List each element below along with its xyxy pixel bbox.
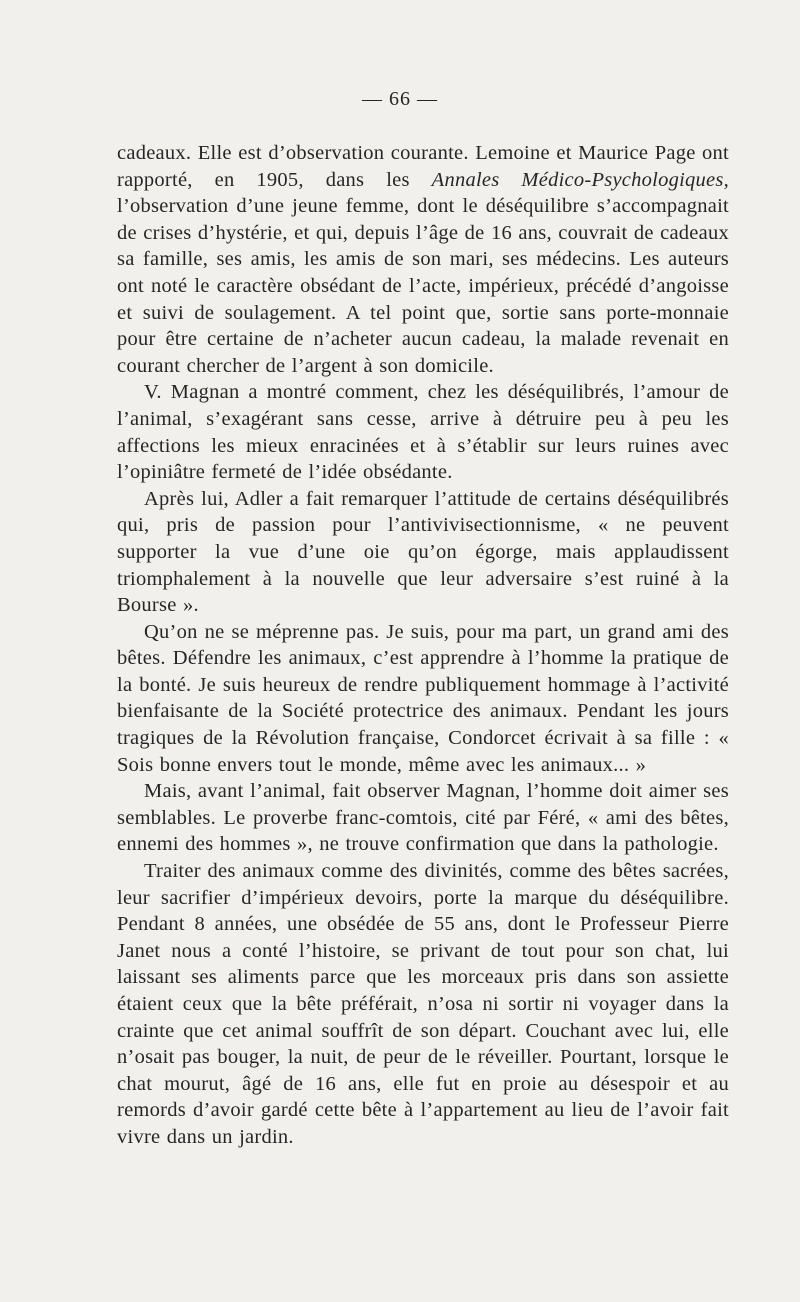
journal-title: Annales Médico-Psychologiques,: [431, 168, 729, 191]
paragraph: [117, 379, 729, 485]
paragraph: [117, 619, 729, 779]
body-text: [117, 140, 729, 1151]
paragraph: [117, 778, 729, 858]
paragraph: [117, 486, 729, 619]
text-run: Mais, avant l’animal, fait observer Magnan, l’homme doit aimer ses semblables. Le proverbe franc-comtois, cité par Féré, « ami des bêtes, ennemi des hommes », ne trouve confirmation que dans la pathologie.: [117, 780, 729, 856]
text-run: cadeaux. Elle est d’observation courante. Lemoine et Maurice Page ont rapporté, en 1905, dans les: [117, 142, 729, 191]
text-run: Traiter des animaux comme des divinités, comme des bêtes sacrées, leur sacrifier d’impérieux devoirs, porte la marque du déséquilibre. Pendant 8 années, une obsédée de 55 ans, dont le Professeur Pierre Janet nous a conté l’histoire, se privant de tout pour son chat, lui laissant ses aliments parce que les morceaux pris dans son assiette étaient ceux que la bête préférait, n’osa ni sortir ni voyager dans la crainte que cet animal souffrît de son départ. Couchant avec lui, elle n’osait pas bouger, la nuit, de peur de le réveiller. Pourtant, lorsque le chat mourut, âgé de 16 ans, elle fut en proie au désespoir et au remords d’avoir gardé cette bête à l’appartement au lieu de l’avoir fait vivre dans un jardin.: [117, 860, 729, 1148]
paragraph: [117, 858, 729, 1151]
text-run: Qu’on ne se méprenne pas. Je suis, pour ma part, un grand ami des bêtes. Défendre les animaux, c’est apprendre à l’homme la pratique de la bonté. Je suis heureux de rendre publiquement hommage à l’activité bienfaisante de la Société protectrice des animaux. Pendant les jours tragiques de la Révolution française, Condorcet écrivait à sa fille : « Sois bonne envers tout le monde, même avec les animaux... »: [117, 620, 729, 776]
text-run: V. Magnan a montré comment, chez les déséquilibrés, l’amour de l’animal, s’exagérant sans cesse, arrive à détruire peu à peu les affections les mieux enracinées et à s’établir sur leurs ruines avec l’opiniâtre fermeté de l’idée obsédante.: [117, 381, 729, 484]
paragraph: [117, 140, 729, 379]
text-run: Après lui, Adler a fait remarquer l’attitude de certains déséquilibrés qui, pris de passion pour l’antivivisectionnisme, « ne peuvent supporter la vue d’une oie qu’on égorge, mais applaudissent triomphalement à la nouvelle que leur adversaire s’est ruiné à la Bourse ».: [117, 487, 729, 617]
text-run: l’observation d’une jeune femme, dont le déséquilibre s’accompagnait de crises d’hystérie, et qui, depuis l’âge de 16 ans, couvrait de cadeaux sa famille, ses amis, les amis de son mari, ses médecins. Les auteurs ont noté le caractère obsédant de l’acte, impérieux, précédé d’angoisse et suivi de soulagement. A tel point que, sortie sans porte-monnaie pour être certaine de n’acheter aucun cadeau, la malade revenait en courant chercher de l’argent à son domicile.: [117, 195, 729, 377]
page-number: — 66 —: [362, 88, 438, 110]
